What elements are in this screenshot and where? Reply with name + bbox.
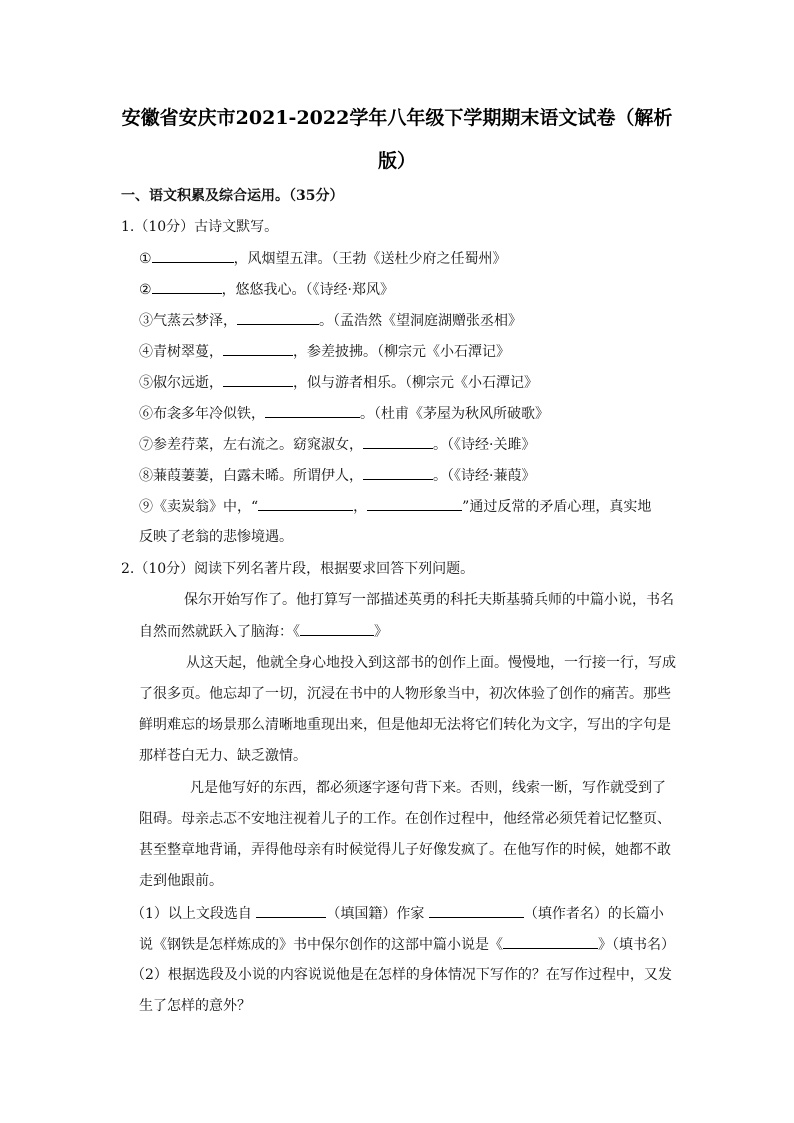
answer-blank[interactable] xyxy=(363,434,433,449)
answer-blank[interactable] xyxy=(367,496,462,511)
answer-blank[interactable] xyxy=(503,934,598,949)
passage-line: 自然而然就跃入了脑海：《 》 xyxy=(139,621,388,642)
passage-line: 鲜明难忘的场景那么清晰地重现出来，但是他却无法将它们转化为文字，写出的字句是 xyxy=(139,717,671,733)
page-title: 安徽省安庆市2021-2022学年八年级下学期期末语文试卷（解析 xyxy=(121,107,673,129)
passage-line: 凡是他写好的东西，都必须逐字逐句背下来。否则，线索一断，写作就受到了 xyxy=(190,780,666,796)
poem-item-2: ② ，悠悠我心。（《诗经·郑风》 xyxy=(139,279,394,300)
answer-blank[interactable] xyxy=(223,372,293,387)
poem-item-1: ① ，风烟望五津。（王勃《送杜少府之任蜀州》 xyxy=(139,248,507,269)
sub-question-2-continued: 生了怎样的意外？ xyxy=(139,998,251,1014)
question-2-header: 2.（10分）阅读下列名著片段，根据要求回答下列问题。 xyxy=(121,561,475,577)
answer-blank[interactable] xyxy=(265,403,360,418)
passage-line: 从这天起，他就全身心地投入到这部书的创作上面。慢慢地，一行接一行，写成 xyxy=(186,655,676,671)
poem-item-9: ⑨《卖炭翁》中，“ ， ”通过反常的矛盾心理，真实地 xyxy=(139,496,651,517)
poem-item-3: ③气蒸云梦泽， 。（孟浩然《望洞庭湖赠张丞相》 xyxy=(139,310,522,331)
sub-question-1-continued: 说《钢铁是怎样炼成的》书中保尔创作的这部中篇小说是《 》（填书名） xyxy=(139,934,675,955)
answer-blank[interactable] xyxy=(363,465,433,480)
poem-item-6: ⑥布衾多年冷似铁， 。（杜甫《茅屋为秋风所破歌》 xyxy=(139,403,549,424)
section-heading: 一、语文积累及综合运用。（35分） xyxy=(121,188,344,204)
sub-question-1: （1）以上文段选自 （填国籍）作家 （填作者名）的长篇小 xyxy=(131,903,664,924)
poem-item-7: ⑦参差荇菜，左右流之。窈窕淑女， 。（《诗经·关雎》 xyxy=(139,434,535,455)
answer-blank[interactable] xyxy=(429,903,524,918)
answer-blank[interactable] xyxy=(300,621,374,636)
answer-blank[interactable] xyxy=(152,248,234,263)
poem-item-5: ⑤俶尔远逝， ，似与游者相乐。（柳宗元《小石潭记》 xyxy=(139,372,538,393)
poem-item-4: ④青树翠蔓， ，参差披拂。（柳宗元《小石潭记》 xyxy=(139,341,510,362)
question-1-header: 1.（10分）古诗文默写。 xyxy=(121,219,279,235)
passage-line: 了很多页。他忘却了一切，沉浸在书中的人物形象当中，初次体验了创作的痛苦。那些 xyxy=(139,686,671,702)
passage-line: 那样苍白无力、缺乏激情。 xyxy=(139,748,307,764)
passage-line: 保尔开始写作了。他打算写一部描述英勇的科托夫斯基骑兵师的中篇小说，书名 xyxy=(184,592,674,608)
sub-question-2: （2）根据选段及小说的内容说说他是在怎样的身体情况下写作的？在写作过程中，又发 xyxy=(131,967,672,983)
page-title-continued: 版） xyxy=(377,150,416,172)
answer-blank[interactable] xyxy=(258,496,353,511)
answer-blank[interactable] xyxy=(256,903,326,918)
passage-line: 走到他跟前。 xyxy=(139,873,223,889)
passage-line: 甚至整章地背诵，弄得他母亲有时候觉得儿子好像发疯了。在他写作的时候，她都不敢 xyxy=(139,842,671,858)
poem-item-9-continued: 反映了老翁的悲惨境遇。 xyxy=(139,529,293,545)
answer-blank[interactable] xyxy=(237,310,319,325)
poem-item-8: ⑧蒹葭萋萋，白露未晞。所谓伊人， 。（《诗经·蒹葭》 xyxy=(139,465,535,486)
answer-blank[interactable] xyxy=(223,341,293,356)
answer-blank[interactable] xyxy=(152,279,222,294)
passage-line: 阻碍。母亲忐忑不安地注视着儿子的工作。在创作过程中，他经常必须凭着记忆整页、 xyxy=(139,811,671,827)
